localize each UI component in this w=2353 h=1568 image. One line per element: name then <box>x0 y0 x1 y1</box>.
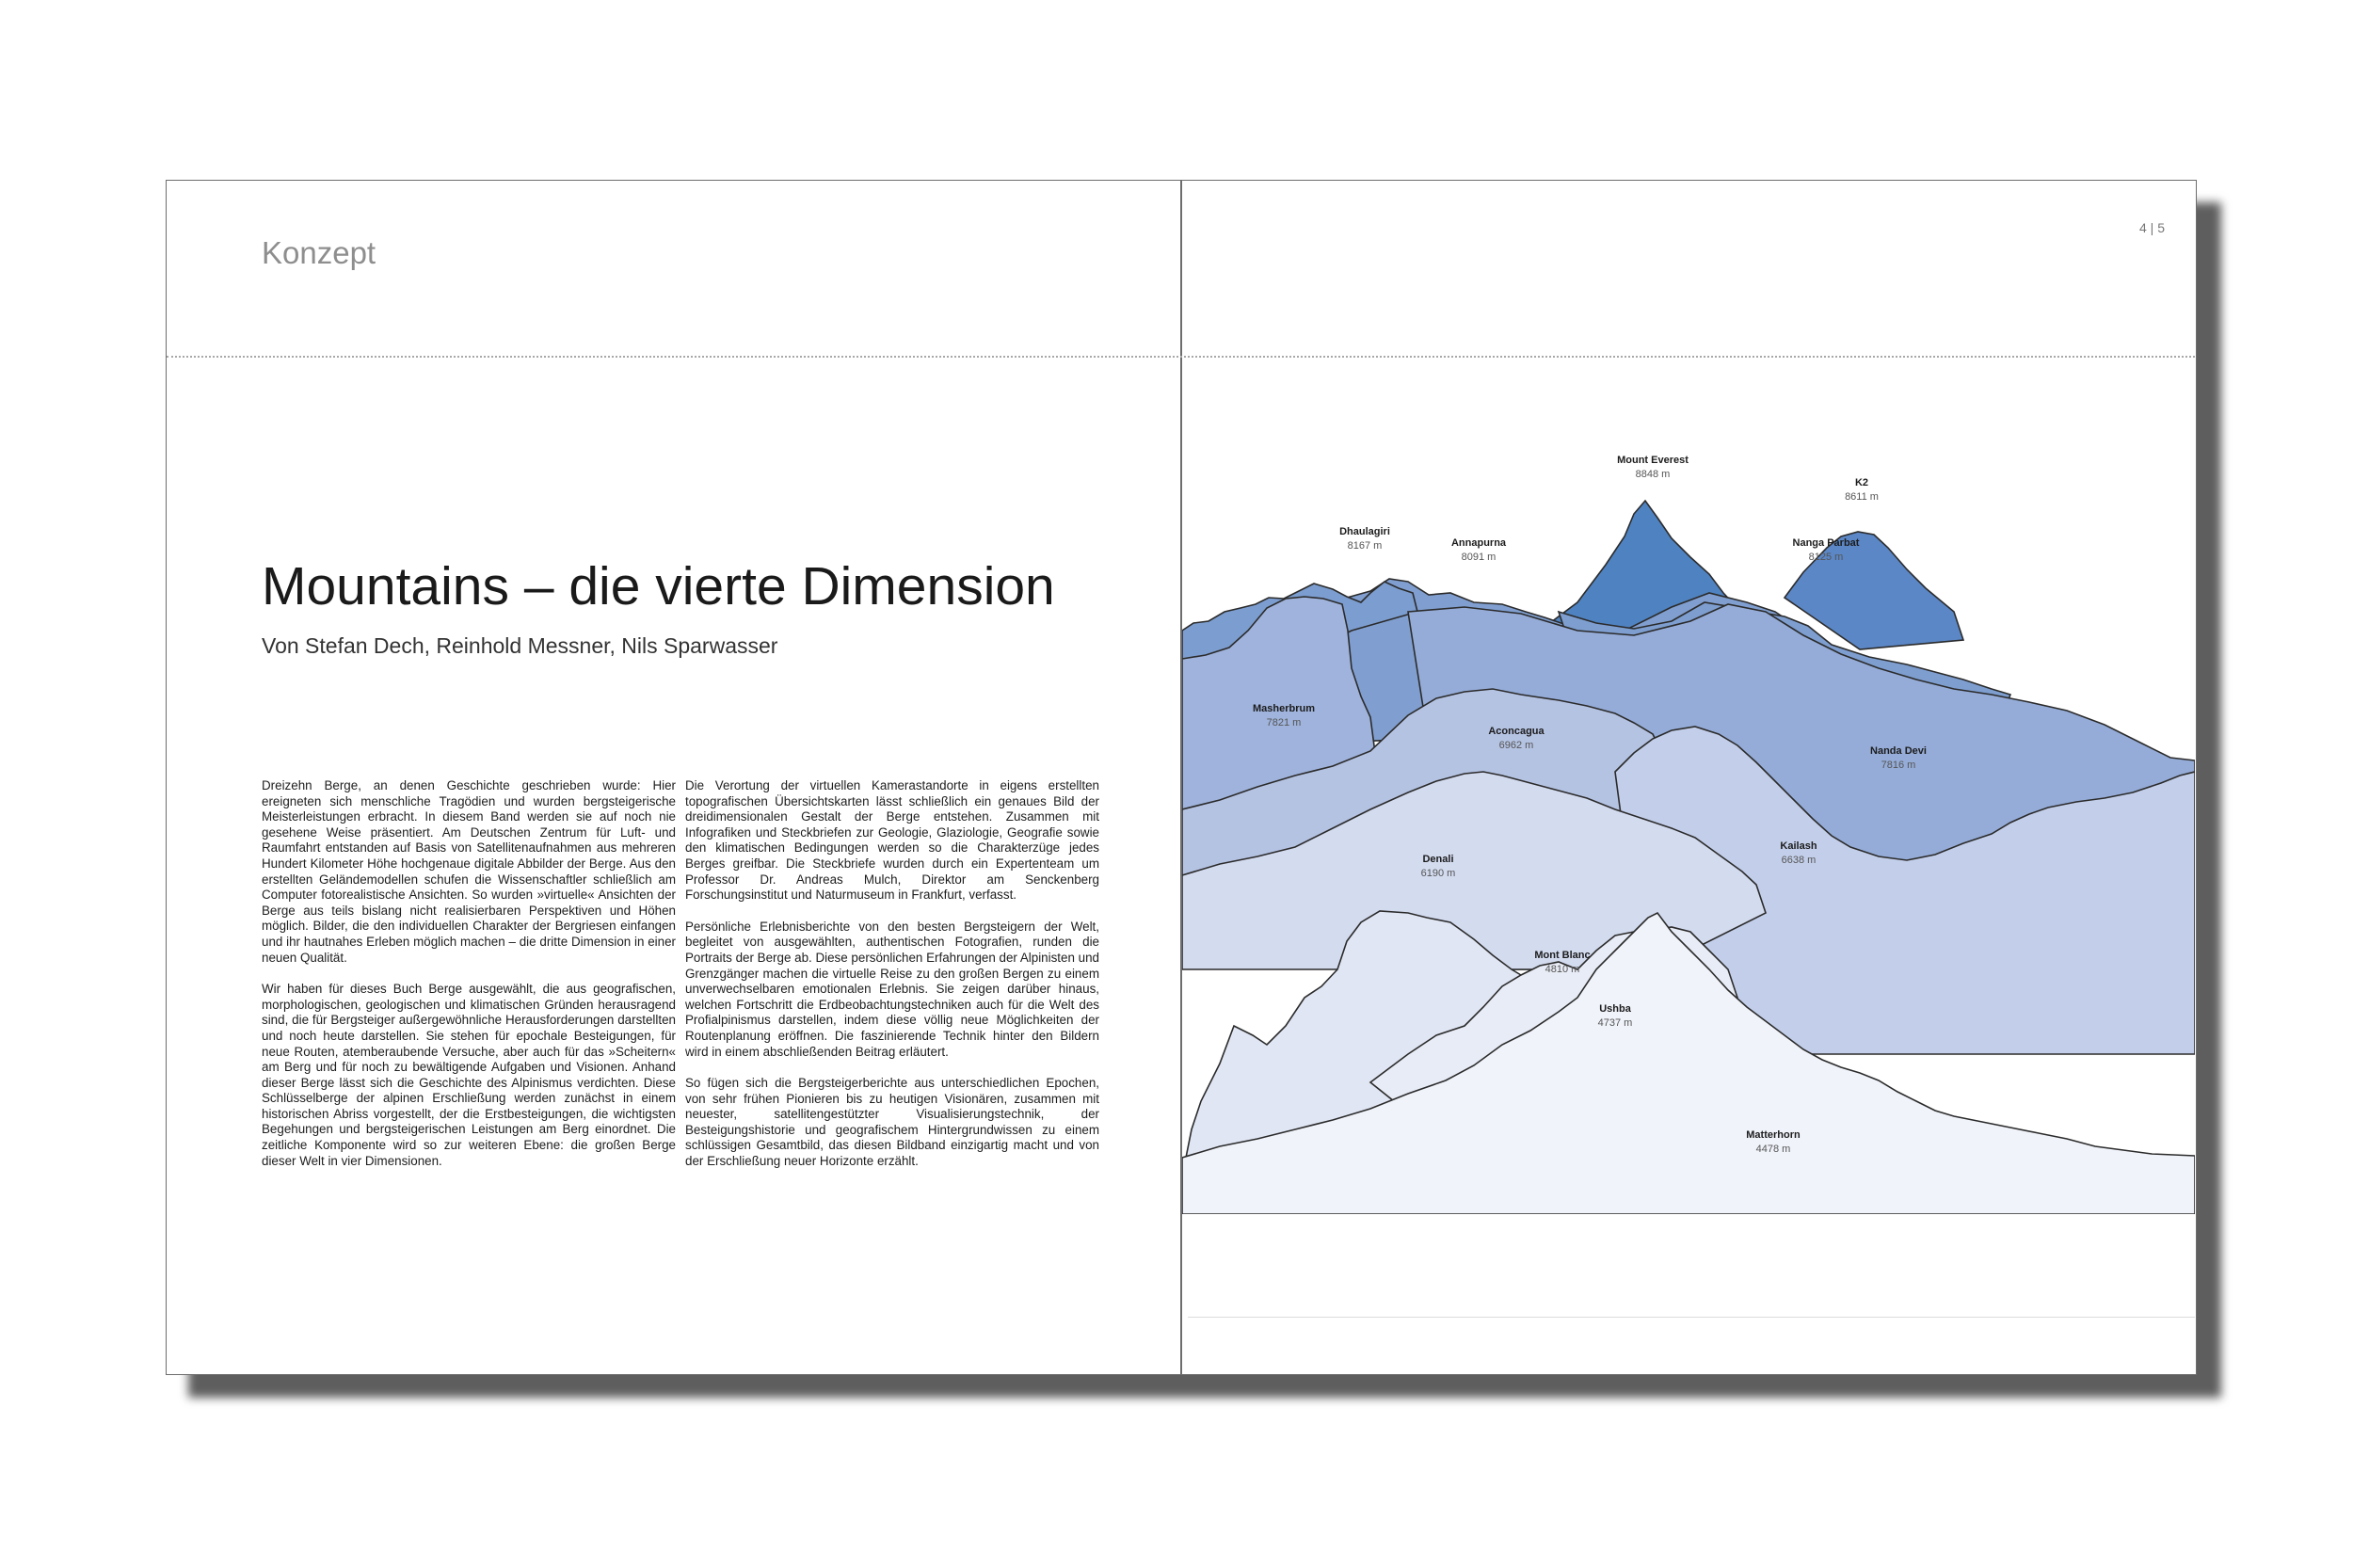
mountain-height-label: 7816 m <box>1881 760 1916 771</box>
mountain-name-label: Ushba <box>1599 1003 1631 1015</box>
mountain-height-label: 4478 m <box>1755 1144 1791 1155</box>
mountain-height-label: 8125 m <box>1808 552 1844 563</box>
mountain-height-label: 4810 m <box>1545 964 1580 975</box>
article-authors: Von Stefan Dech, Reinhold Messner, Nils Sparwasser <box>262 633 778 658</box>
mountain-name-label: Masherbrum <box>1252 703 1316 714</box>
paragraph: Die Verortung der virtuellen Kamerastandorte in eigens erstellten topografischen Übersichtskarten lässt schließlich ein genaues Bild der dreidimensionalen Gestalt der Berge entstehen. Zusammen mit Infografiken und Steckbriefen zur Geologie, Glaziologie, Geografie sowie den klimatischen Bedingungen werden so die Charakterzüge jedes Berges greifbar. Die Steckbriefe wurden durch ein Expertenteam um Professor Dr. Andreas Mulch, Direktor am Senckenberg Forschungsinstitut und Naturmuseum in Frankfurt, verfasst. <box>685 778 1099 903</box>
paragraph: Wir haben für dieses Buch Berge ausgewählt, die aus geografischen, morphologischen, geologischen und klimatischen Gründen herausragend sind, die für Bergsteiger außergewöhnliche Herausforderungen darstellten und noch heute darstellen. Sie stehen für epochale Besteigungen, für neue Routen, atemberaubende Versuche, aber auch für das »Scheitern« am Berg und für noch zu bewältigende Aufgaben und Visionen. Anhand dieser Berge lässt sich die Geschichte des Alpinismus verdichten. Diese Schlüsselberge der alpinen Erschließung werden zunächst in einem historischen Abriss vorgestellt, der die Erstbesteigungen, die wichtigsten Begehungen und bergsteigerischen Leistungen am Berg einordnet. Die zeitliche Komponente wird so zur weiteren Ebene: die großen Berge dieser Welt in vier Dimensionen. <box>262 982 676 1168</box>
mountain-height-label: 6962 m <box>1498 740 1534 751</box>
paragraph: Persönliche Erlebnisberichte von den besten Bergsteigern der Welt, begleitet von ausgewählten, authentischen Fotografien, runden die Portraits der Berge ab. Diese persönlichen Erfahrungen der Alpinisten und Grenzgänger machen die virtuelle Reise zu den großen Bergen zu einem unverwechselbaren emotionalen Erlebnis. Sie zeigen darüber hinaus, welchen Fortschritt die Erdbeobachtungstechniken auch für die Welt des Profialpinismus darstellen, indem diese völlig neue Möglichkeiten der Routenplanung eröffnen. Die faszinierende Technik hinter den Bildern wird in einem abschließenden Beitrag erläutert. <box>685 919 1099 1059</box>
mountain-name-label: Dhaulagiri <box>1339 526 1390 537</box>
mountain-name-label: Mount Everest <box>1617 455 1689 466</box>
mountain-profile-illustration <box>1182 442 2195 1214</box>
mountain-name-label: Nanda Devi <box>1870 745 1927 757</box>
mountain-name-label: K2 <box>1854 477 1869 488</box>
mountain-name-label: Matterhorn <box>1746 1129 1801 1141</box>
paragraph: So fügen sich die Bergsteigerberichte aus unterschiedlichen Epochen, von sehr frühen Pionieren bis zu heutigen Visionären, zusammen mit neuester, satellitengestützter Visualisierungstechnik, der Besteigungshistorie und geografischem Hintergrundwissen zu einem schlüssigen Gesamtbild, das diesen Bildband einzigartig macht und von der Erschließung neuer Horizonte erzählt. <box>685 1076 1099 1169</box>
mountain-name-label: Denali <box>1422 854 1454 865</box>
page-numbers: 4 | 5 <box>2139 220 2165 235</box>
mountain-height-label: 8848 m <box>1635 469 1671 480</box>
mountain-height-label: 7821 m <box>1266 717 1302 728</box>
mountain-name-label: Annapurna <box>1450 537 1507 549</box>
mountain-height-label: 8611 m <box>1845 491 1879 503</box>
mountain-name-label: Mont Blanc <box>1534 950 1591 961</box>
footer-rule <box>1188 1317 2195 1318</box>
mountain-height-label: 4737 m <box>1597 1017 1633 1029</box>
header-divider <box>167 356 2195 358</box>
paragraph: Dreizehn Berge, an denen Geschichte geschrieben wurde: Hier ereigneten sich menschliche Tragödien und wurden bergsteigerische Meisterleistungen erbracht. In diesem Band werden sie auf noch nie gesehene Weise präsentiert. Am Deutschen Zentrum für Luft- und Raumfahrt entstanden auf Basis von Satellitenaufnahmen aus mehreren Hundert Kilometer Höhe hochgenaue digitale Abbilder der Berge. Aus den erstellten Geländemodellen schufen die Wissenschaftler schließlich am Computer fotorealistische Ansichten. So wurden »virtuelle« Ansichten der Berge aus teils bislang nicht realisierbaren Perspektiven und Höhen möglich. Bilder, die den individuellen Charakter der Bergriesen einfangen und ihr hautnahes Erleben möglich machen – die dritte Dimension in einer neuen Qualität. <box>262 778 676 965</box>
article-title: Mountains – die vierte Dimension <box>262 556 1055 616</box>
mountain-name-label: Kailash <box>1780 840 1817 852</box>
mountain-height-label: 8167 m <box>1347 540 1383 552</box>
section-title: Konzept <box>262 235 376 270</box>
mountain-height-label: 8091 m <box>1461 552 1497 563</box>
mountain-height-label: 6638 m <box>1781 855 1817 866</box>
mountain-height-label: 6190 m <box>1420 868 1456 879</box>
mountain-name-label: Nanga Parbat <box>1792 537 1860 549</box>
text-column-left <box>262 778 676 1185</box>
text-column-right <box>685 778 1099 1186</box>
mountain-name-label: Aconcagua <box>1488 726 1545 737</box>
